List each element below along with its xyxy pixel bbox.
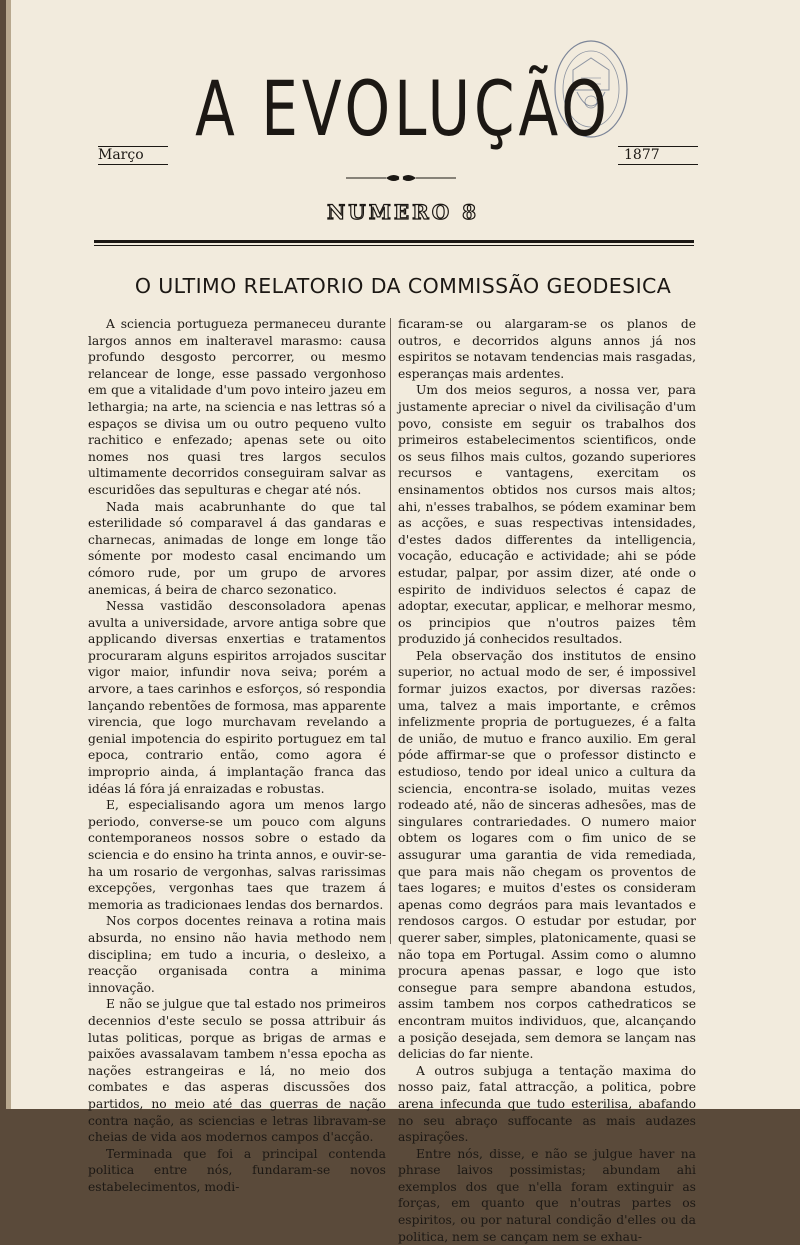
- paragraph: E não se julgue que tal estado nos primeiros decennios d'este seculo se possa attribuir ás lutas politicas, porque as brigas de armas e paixões avassalavam tambem n'essa epocha as nações estrangeiras e lá, no meio dos combates e das asperas discussões dos partidos, no meio até das guerras de nação contra nação, as sciencias e letras libravam-se cheias de vida aos modernos campos d'acção.: [88, 997, 386, 1145]
- paragraph: A outros subjuga a tentação maxima do nosso paiz, fatal attracção, a politica, pobre arena infecunda que tudo esterilisa, abafando no seu abraço suffocante as mais audazes aspirações.: [398, 1063, 696, 1145]
- month-rule-top: [98, 146, 168, 147]
- header-rule-thick: [94, 240, 694, 243]
- paragraph: Entre nós, disse, e não se julgue haver na phrase laivos possimistas; abundam ahi exemplos dos que n'ella foram extinguir as forças, em quanto que n'outras partes os espiritos, ou por natural condição d'elles ou da politica, nem se cançam nem se exhau-: [398, 1146, 696, 1244]
- month-rule-bottom: [98, 164, 168, 165]
- article-right-column: [398, 316, 696, 1245]
- paragraph: Nos corpos docentes reinava a rotina mais absurda, no ensino não havia methodo nem disciplina; em tudo a incuria, o desleixo, a reacção organisada contra a minima innovação.: [88, 914, 386, 995]
- paragraph-continued: ficaram-se ou alargaram-se os planos de outros, e decorridos alguns annos já nos espiritos se notavam tendencias mais rasgadas, esperanças mais ardentes.: [398, 317, 696, 381]
- paragraph: Nada mais acabrunhante do que tal esterilidade só comparavel á das gandaras e charnecas, animadas de longe em longe tão sómente por modesto casal encimando um cómoro rude, por um grupo de arvores anemicas, á beira de charco sezonatico.: [88, 499, 386, 597]
- paragraph: A sciencia portugueza permaneceu durante largos annos em inalteravel marasmo: causa profundo desgosto percorrer, ou mesmo relancear de longe, esse passado vergonhoso em que a vitalidade d'um povo inteiro jazeu em lethargia; na arte, na sciencia e nas lettras só a espaços se divisa um ou outro pequeno vulto rachitico e enfezado; apenas sete ou oito nomes nos quasi tres largos seculos ultimamente decorridos conseguiram salvar as escuridões das sepulturas e chegar até nós.: [88, 317, 386, 497]
- header-rule-thin: [94, 245, 694, 246]
- newspaper-page: [6, 0, 800, 1244]
- ornament-divider-icon: [346, 172, 456, 184]
- issue-number-text: NUMERO 8: [326, 200, 480, 224]
- article-left-column: [88, 316, 386, 1195]
- year-rule-top: [618, 146, 698, 147]
- column-divider: [390, 318, 391, 944]
- paragraph: Terminada que foi a principal contenda politica entre nós, fundaram-se novos estabelecimentos, modi-: [88, 1146, 386, 1194]
- year-rule-bottom: [618, 164, 698, 165]
- issue-number: [6, 200, 800, 224]
- paragraph: Nessa vastidão desconsoladora apenas avulta a universidade, arvore antiga sobre que applicando diversas enxertias e tratamentos procuraram alguns espiritos arrojados suscitar vigor maior, infundir nova seiva; porém a arvore, a taes carinhos e esforços, só respondia lançando rebentões de formosa, mas apparente virencia, que logo murchavam revelando a genial impotencia do espirito portuguez em tal epoca, contrario então, como agora é improprio ainda, á implantação franca das idéas lá fóra já enraizadas e robustas.: [88, 599, 386, 796]
- article-headline: O ULTIMO RELATORIO DA COMMISSÃO GEODESICA: [134, 274, 672, 298]
- paragraph: Um dos meios seguros, a nossa ver, para justamente apreciar o nivel da civilisação d'um povo, consiste em seguir os trabalhos dos primeiros estabelecimentos scientificos, onde os seus filhos mais cultos, gozando superiores recursos e vantagens, exercitam os ensinamentos obtidos nos cursos mais altos; ahi, n'esses trabalhos, se pódem examinar bem as acções, e suas respectivas intensidades, d'estes dados differentes da intelligencia, vocação, educação e actividade; ahi se póde estudar, palpar, por assim dizer, até onde o espirito de individuos selectos é capaz de adoptar, executar, applicar, e melhorar mesmo, os principios que n'outros paizes têm produzido já conhecidos resultados.: [398, 383, 696, 647]
- issue-month: Março: [98, 147, 144, 163]
- masthead: [6, 64, 800, 154]
- paragraph: Pela observação dos institutos de ensino superior, no actual modo de ser, é impossivel formar juizos exactos, por diversas razões: uma, talvez a mais importante, e crêmos infelizmente propria de portuguezes, é a falta de união, de mutuo e franco auxilio. Em geral póde affirmar-se que o professor distincto e estudioso, tendo por ideal unico a cultura da sciencia, encontra-se isolado, muitas vezes rodeado até, não de sinceras adhesões, mas de singulares contrariedades. O numero maior obtem os logares com o fim unico de se assugurar uma garantia de vida remediada, que para mais não chegam os proventos de taes logares; e muitos d'estes os consideram apenas como degráos para mais levantados e rendosos cargos. O estudar por estudar, por querer saber, simples, platonicamente, quasi se não topa em Portugal. Assim como o alumno procura apenas passar, e logo que isto consegue para sempre abandona estudos, assim tambem nos corpos cathedraticos se encontram muitos individuos, que, alcançando a posição desejada, sem demora se lançam nas delicias do far niente.: [398, 648, 696, 1062]
- issue-year: 1877: [624, 147, 660, 163]
- newspaper-title: A EVOLUÇÃO: [195, 64, 611, 154]
- paragraph: E, especialisando agora um menos largo periodo, converse-se um pouco com alguns contemporaneos nossos sobre o estado da sciencia e do ensino ha trinta annos, e ouvir-se-ha um rosario de vergonhas, salvas rarissimas excepções, vergonhas taes que trazem á memoria as tradicionaes lendas dos bernardos.: [88, 798, 386, 912]
